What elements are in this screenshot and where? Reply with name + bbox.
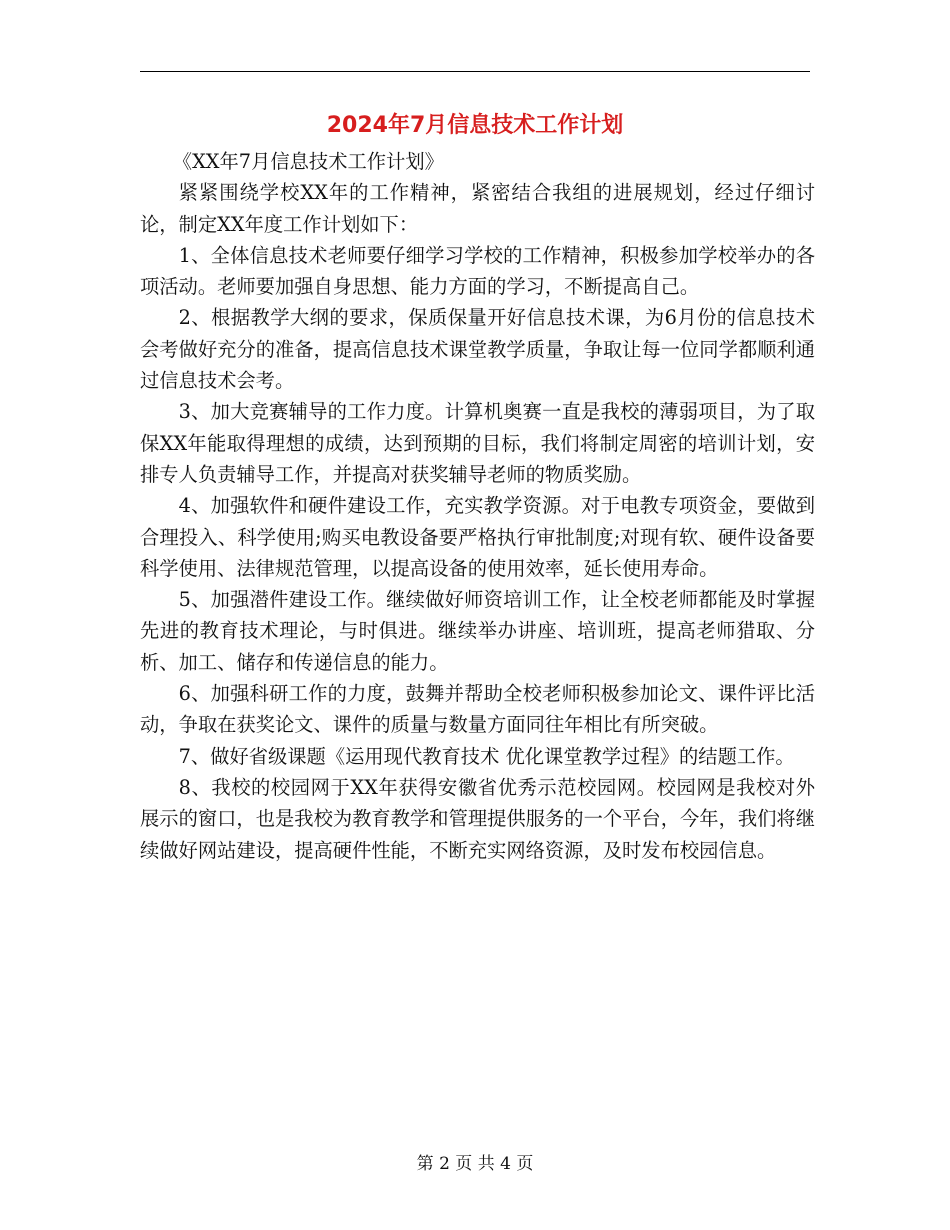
paragraph-intro: 紧紧围绕学校XX年的工作精神，紧密结合我组的进展规划，经过仔细讨论，制定XX年度工作计划如下： [140,181,815,236]
paragraph-item-5: 5、加强潜件建设工作。继续做好师资培训工作，让全校老师都能及时掌握先进的教育技术理论，与时俱进。继续举办讲座、培训班，提高老师猎取、分析、加工、储存和传递信息的能力。 [140,588,815,674]
document-title: 2024年7月信息技术工作计划 [326,113,624,138]
paragraph-item-3: 3、加大竞赛辅导的工作力度。计算机奥赛一直是我校的薄弱项目，为了取保XX年能取得理想的成绩，达到预期的目标，我们将制定周密的培训计划，安排专人负责辅导工作，并提高对获奖辅导老师的物质奖励。 [140,400,815,486]
paragraph-item-2: 2、根据教学大纲的要求，保质保量开好信息技术课，为6月份的信息技术会考做好充分的准备，提高信息技术课堂教学质量，争取让每一位同学都顺利通过信息技术会考。 [140,306,815,393]
header-rule [140,71,810,72]
paragraph-source-title: 《XX年7月信息技术工作计划》 [172,150,444,173]
paragraph-item-8: 8、我校的校园网于XX年获得安徽省优秀示范校园网。校园网是我校对外展示的窗口，也是我校为教育教学和管理提供服务的一个平台，今年，我们将继续做好网站建设，提高硬件性能，不断充实网络资源，及时发布校园信息。 [140,775,815,862]
page-footer [0,1152,950,1176]
paragraph-item-1: 1、全体信息技术老师要仔细学习学校的工作精神，积极参加学校举办的各项活动。老师要加强自身思想、能力方面的学习，不断提高自己。 [140,243,815,299]
document-body [140,146,815,866]
paragraph-item-7: 7、做好省级课题《运用现代教育技术 优化课堂教学过程》的结题工作。 [178,744,795,768]
page-number-label: 第 2 页 共 4 页 [416,1154,534,1174]
paragraph-item-4: 4、加强软件和硬件建设工作，充实教学资源。对于电教专项资金，要做到合理投入、科学使用;购买电教设备要严格执行审批制度;对现有软、硬件设备要科学使用、法律规范管理，以提高设备的使用效率，延长使用寿命。 [140,494,815,580]
paragraph-item-6: 6、加强科研工作的力度，鼓舞并帮助全校老师积极参加论文、课件评比活动，争取在获奖论文、课件的质量与数量方面同往年相比有所突破。 [140,682,815,737]
